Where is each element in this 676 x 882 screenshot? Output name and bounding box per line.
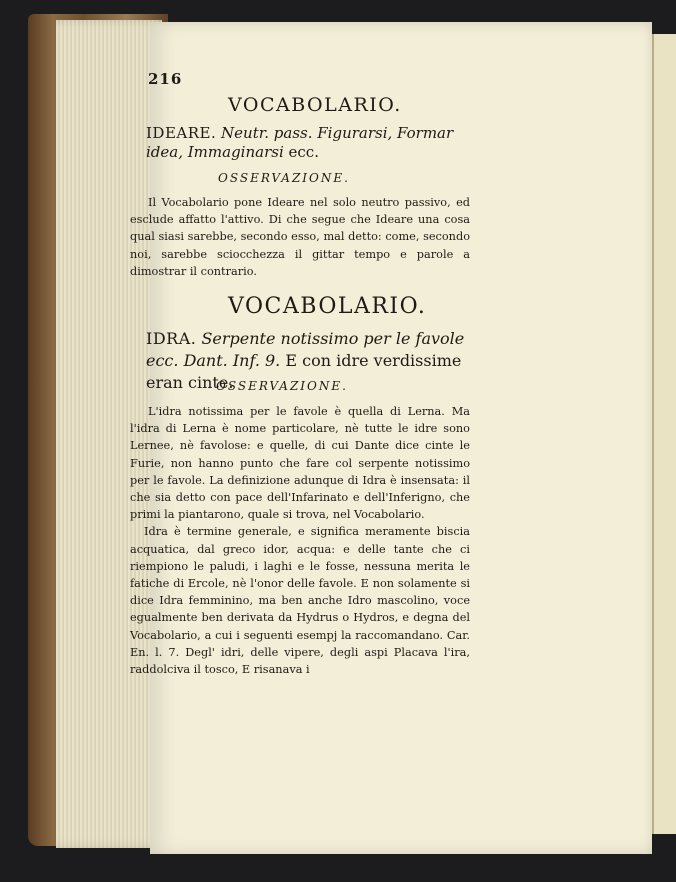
entry-term: IDEARE. xyxy=(146,124,217,142)
entry-suffix: ecc. xyxy=(288,143,319,161)
entry-suffix: E con idre verdissime eran cinte. xyxy=(146,351,462,392)
entry-definition: Neutr. pass. Figurarsi, Formar idea, Immaginarsi xyxy=(146,124,454,161)
page-number: 216 xyxy=(148,70,183,88)
entry-definition: Serpente notissimo per le favole ecc. Dant. Inf. 9. xyxy=(146,329,465,370)
observation-text xyxy=(130,194,470,280)
observation-text xyxy=(130,403,470,678)
paragraph: L'idra notissima per le favole è quella di Lerna. Ma l'idra di Lerna è nome particolare, nè tutte le idre sono Lernee, nè favolose: e quelle, di cui Dante dice cinte le Furie, non hanno punto che fare col serpente notissimo per le favole. La definizione adunque di Idra è insensata: il che sia detto con pace dell'Infarinato e dell'Inferigno, che primi la piantarono, quale si trova, nel Vocabolario. xyxy=(130,405,470,522)
paragraph: Il Vocabolario pone Ideare nel solo neutro passivo, ed esclude affatto l'attivo. Di che segue che Ideare una cosa qual siasi sarebbe, secondo esso, mal detto: come, secondo noi, sarebbe sciocchezza il gittar tempo e parole a dimostrar il contrario. xyxy=(130,196,470,278)
entry-term: IDRA. xyxy=(146,329,197,348)
entry-headword xyxy=(146,124,476,162)
section-header: VOCABOLARIO. xyxy=(228,294,427,319)
section-header: VOCABOLARIO. xyxy=(228,94,402,116)
facing-page-edge xyxy=(652,34,676,834)
paragraph: Idra è termine generale, e significa meramente biscia acquatica, dal greco idor, acqua: e delle tante che ci riempiono le paludi, i laghi e le fosse, nessuna merita le fatiche di Ercole, nè l'onor delle favole. E non solamente si dice Idra femminino, ma ben anche Idro mascolino, voce egualmente ben derivata da Hydrus o Hydros, e degna del Vocabolario, a cui i seguenti esempj la raccomandano. Car. En. l. 7. Degl' idri, delle vipere, degli aspi Placava l'ira, raddolciva il tosco, E risanava i xyxy=(130,525,470,677)
subheading: OSSERVAZIONE. xyxy=(218,171,350,185)
subheading: OSSERVAZIONE. xyxy=(216,379,348,393)
